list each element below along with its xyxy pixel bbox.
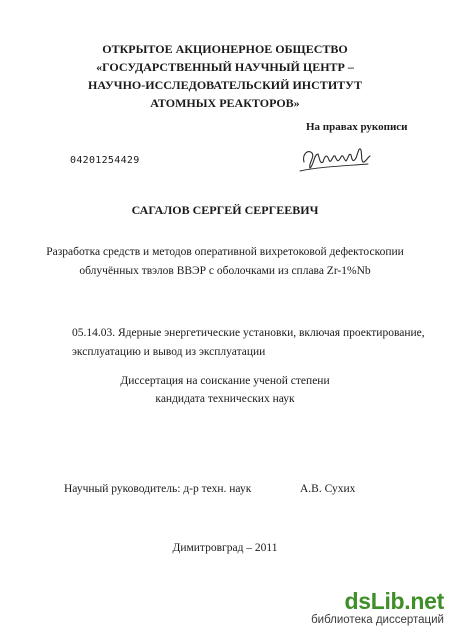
organization-line: ОТКРЫТОЕ АКЦИОНЕРНОЕ ОБЩЕСТВО (102, 42, 348, 56)
degree-line: кандидата технических наук (155, 393, 295, 405)
document-number: 04201254429 (70, 155, 140, 166)
watermark[interactable] (300, 588, 448, 630)
watermark-subtitle: библиотека диссертаций (311, 614, 444, 626)
organization-line: НАУЧНО-ИССЛЕДОВАТЕЛЬСКИЙ ИНСТИТУТ (88, 78, 362, 92)
organization-line: «ГОСУДАРСТВЕННЫЙ НАУЧНЫЙ ЦЕНТР – (96, 60, 354, 74)
organization-line: АТОМНЫХ РЕАКТОРОВ» (150, 96, 300, 110)
supervisor-label: Научный руководитель: д-р техн. наук (64, 483, 252, 495)
specialty-code (72, 324, 425, 362)
title-line: Разработка средств и методов оперативной вихретоковой дефектоскопии (46, 246, 404, 258)
degree-line: Диссертация на соискание ученой степени (120, 375, 330, 387)
watermark-logo[interactable]: dsLib.net (344, 588, 444, 614)
degree-statement (0, 372, 450, 408)
handwritten-signature (298, 140, 372, 176)
organization-header (0, 40, 450, 112)
title-line: облучённых твэлов ВВЭР с оболочками из сплава Zr-1%Nb (79, 265, 371, 277)
author-name: САГАЛОВ СЕРГЕЙ СЕРГЕЕВИЧ (131, 203, 319, 217)
specialty-line: эксплуатацию и вывод из эксплуатации (72, 346, 266, 358)
supervisor-name: А.В. Сухих (300, 483, 356, 495)
manuscript-note: На правах рукописи (306, 121, 408, 133)
place-year: Димитровград – 2011 (172, 542, 278, 554)
dissertation-title (0, 243, 450, 281)
specialty-line: 05.14.03. Ядерные энергетические установки, включая проектирование, (72, 327, 425, 339)
